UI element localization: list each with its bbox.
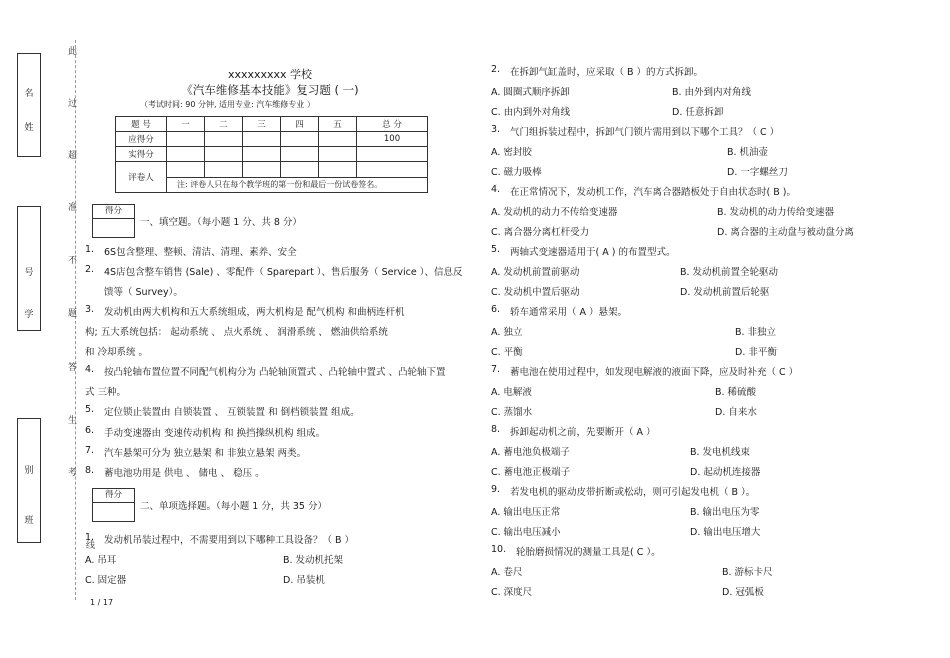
fill-num: 8. bbox=[85, 465, 95, 476]
table-header: 三 bbox=[243, 117, 281, 132]
mc-option: B. 发动机前置全轮驱动 bbox=[680, 267, 779, 278]
mc-num: 4. bbox=[491, 184, 501, 195]
mc-question: 气门组拆装过程中，拆卸气门锁片需用到以下哪个工具？（ C ） bbox=[510, 127, 780, 138]
exam-title: 《汽车维修基本技能》复习题 ( 一) bbox=[181, 83, 359, 97]
mc-option: C. 蒸馏水 bbox=[491, 407, 533, 418]
mc-question: 轿车通常采用（ A ）悬架。 bbox=[510, 307, 628, 318]
row-label: 实得分 bbox=[116, 147, 167, 162]
mc-option: D. 起动机连接器 bbox=[690, 467, 761, 478]
student-id-box bbox=[17, 206, 41, 331]
mc-option: A. 圆圈式顺序拆卸 bbox=[491, 87, 570, 98]
mc-option: A. 输出电压正常 bbox=[491, 507, 561, 518]
score-table bbox=[115, 116, 428, 193]
mc-option: A. 发动机的动力不传给变速器 bbox=[491, 207, 618, 218]
table-cell bbox=[319, 162, 357, 178]
fill-item: 定位锁止装置由 自锁装置 、 互锁装置 和 倒档锁装置 组成。 bbox=[104, 407, 360, 418]
table-cell bbox=[357, 147, 428, 162]
name-label-1: 名 bbox=[24, 89, 34, 99]
mc-option: B. 输出电压为零 bbox=[690, 507, 760, 518]
fill-item: 手动变速器由 变速传动机构 和 换挡操纵机构 组成。 bbox=[104, 428, 326, 439]
mc-num: 2. bbox=[491, 64, 501, 75]
mc-num: 8. bbox=[491, 424, 501, 435]
mc-option: B. 游标卡尺 bbox=[722, 567, 773, 578]
class-label-2: 班 bbox=[24, 516, 34, 526]
mc-option: A. 吊耳 bbox=[85, 555, 117, 566]
mc-num: 5. bbox=[491, 244, 501, 255]
mc-option: D. 发动机前置后轮驱 bbox=[680, 287, 770, 298]
table-header: 五 bbox=[319, 117, 357, 132]
seal-char: 不 bbox=[68, 256, 78, 266]
seal-char: 答 bbox=[68, 363, 78, 373]
mc-option: B. 由外到内对角线 bbox=[672, 87, 752, 98]
row-label: 应得分 bbox=[116, 132, 167, 147]
seal-char: 此 bbox=[68, 47, 78, 57]
fill-item: 6S包含整理、整顿、清洁、清理、素养、安全 bbox=[104, 247, 297, 258]
section1-title: 一、填空题。（每小题 1 分、共 8 分） bbox=[140, 217, 302, 228]
mc-question: 在正常情况下，发动机工作，汽车离合器踏板处于自由状态时( B )。 bbox=[510, 187, 796, 198]
id-label-1: 号 bbox=[24, 268, 34, 278]
school-name: xxxxxxxxx 学校 bbox=[227, 68, 313, 81]
fill-item: 式 三种。 bbox=[85, 387, 127, 398]
mc-option: C. 固定器 bbox=[85, 575, 127, 586]
mc-question: 发动机吊装过程中，不需要用到以下哪种工具设备？（ B ） bbox=[104, 535, 355, 546]
table-cell bbox=[243, 162, 281, 178]
table-header: 四 bbox=[281, 117, 319, 132]
table-cell bbox=[167, 132, 205, 147]
table-header: 题 号 bbox=[116, 117, 167, 132]
seal-char: 题 bbox=[68, 309, 78, 319]
mc-option: B. 发动机托架 bbox=[283, 555, 344, 566]
mc-question: 轮胎磨损情况的测量工具是( C ）。 bbox=[516, 547, 661, 558]
seal-char: 过 bbox=[68, 99, 78, 109]
fill-item: 发动机由两大机构和五大系统组成，两大机构是 配气机构 和曲柄连杆机 bbox=[104, 307, 405, 318]
fill-item: 构; 五大系统包括： 起动系统 、 点火系统 、 润滑系统 、 燃油供给系统 bbox=[85, 327, 388, 338]
table-cell bbox=[205, 132, 243, 147]
table-row bbox=[116, 162, 428, 178]
table-cell: 100 bbox=[357, 132, 428, 147]
name-box bbox=[17, 53, 41, 157]
table-cell bbox=[319, 147, 357, 162]
table-cell bbox=[243, 147, 281, 162]
fill-num: 6. bbox=[85, 425, 95, 436]
seal-char: 线 bbox=[86, 541, 96, 551]
mc-question: 两轴式变速器适用于( A ) 的布置型式。 bbox=[510, 247, 676, 258]
mc-num: 10. bbox=[491, 544, 507, 555]
mc-option: D. 冠弧板 bbox=[722, 587, 764, 598]
mc-question: 在拆卸气缸盖时，应采取（ B ）的方式拆卸。 bbox=[510, 67, 704, 78]
section2-grade-box bbox=[92, 488, 135, 522]
table-cell bbox=[281, 147, 319, 162]
id-label-2: 学 bbox=[24, 310, 34, 320]
table-cell bbox=[281, 132, 319, 147]
mc-question: 若发电机的驱动皮带折断或松动，则可引起发电机（ B ）。 bbox=[510, 487, 756, 498]
fill-item: 按凸轮轴布置位置不同配气机构分为 凸轮轴顶置式 、凸轮轴中置式 、凸轮轴下置 bbox=[104, 367, 446, 378]
mc-option: C. 由内到外对角线 bbox=[491, 107, 571, 118]
score-table-header-row bbox=[116, 117, 428, 132]
fill-num: 1. bbox=[85, 244, 95, 255]
fill-item: 汽车悬架可分为 独立悬架 和 非独立悬架 两类。 bbox=[104, 448, 307, 459]
grader-note: 注: 评卷人只在每个教学班的第一份和最后一份试卷签名。 bbox=[167, 177, 428, 193]
mc-option: A. 独立 bbox=[491, 327, 523, 338]
mc-option: D. 吊装机 bbox=[283, 575, 325, 586]
mc-num: 9. bbox=[491, 484, 501, 495]
fill-num: 7. bbox=[85, 445, 95, 456]
fill-item: 馈等（ Survey）。 bbox=[104, 287, 183, 298]
mc-option: A. 电解液 bbox=[491, 387, 532, 398]
fill-num: 5. bbox=[85, 404, 95, 415]
mc-option: C. 磁力吸棒 bbox=[491, 167, 542, 178]
seal-line bbox=[75, 40, 76, 600]
table-row bbox=[116, 147, 428, 162]
mc-option: D. 自来水 bbox=[715, 407, 757, 418]
mc-option: C. 蓄电池正极端子 bbox=[491, 467, 571, 478]
mc-option: B. 发动机的动力传给变速器 bbox=[717, 207, 835, 218]
row-label: 评卷人 bbox=[116, 162, 167, 193]
fill-num: 2. bbox=[85, 264, 95, 275]
exam-info: （考试时间: 90 分钟, 适用专业: 汽车维修专业 ） bbox=[140, 100, 315, 109]
mc-option: A. 蓄电池负极端子 bbox=[491, 447, 570, 458]
fill-num: 3. bbox=[85, 304, 95, 315]
mc-option: C. 输出电压减小 bbox=[491, 527, 561, 538]
table-row bbox=[116, 132, 428, 147]
mc-option: B. 发电机线束 bbox=[690, 447, 751, 458]
mc-question: 蓄电池在使用过程中，如发现电解液的液面下降，应及时补充（ C ） bbox=[510, 367, 799, 378]
table-header: 一 bbox=[167, 117, 205, 132]
fill-item: 4S店包含整车销售 (Sale) 、零配件（ Sparepart ）、售后服务（ Service ）、信息反 bbox=[104, 267, 463, 278]
mc-num: 7. bbox=[491, 364, 501, 375]
seal-char: 准 bbox=[68, 203, 78, 213]
mc-num: 6. bbox=[491, 304, 501, 315]
mc-option: B. 非独立 bbox=[735, 327, 777, 338]
section1-grade-box bbox=[92, 204, 135, 238]
seal-char: 超 bbox=[68, 151, 78, 161]
grade-label: 得分 bbox=[93, 205, 134, 219]
table-cell bbox=[167, 147, 205, 162]
mc-option: D. 一字螺丝刀 bbox=[727, 167, 788, 178]
table-cell bbox=[243, 132, 281, 147]
mc-option: B. 机油壶 bbox=[727, 147, 769, 158]
mc-option: C. 深度尺 bbox=[491, 587, 533, 598]
fill-num: 4. bbox=[85, 364, 95, 375]
mc-option: D. 任意拆卸 bbox=[672, 107, 724, 118]
mc-option: A. 密封胶 bbox=[491, 147, 532, 158]
mc-option: C. 离合器分离杠杆受力 bbox=[491, 227, 590, 238]
table-cell bbox=[319, 132, 357, 147]
table-header: 总 分 bbox=[357, 117, 428, 132]
mc-option: D. 离合器的主动盘与被动盘分离 bbox=[717, 227, 854, 238]
mc-option: A. 卷尺 bbox=[491, 567, 523, 578]
mc-option: A. 发动机前置前驱动 bbox=[491, 267, 580, 278]
fill-item: 蓄电池功用是 供电 、 储电 、 稳压 。 bbox=[104, 468, 265, 479]
mc-num: 3. bbox=[491, 124, 501, 135]
mc-option: D. 输出电压增大 bbox=[690, 527, 761, 538]
fill-item: 和 冷却系统 。 bbox=[85, 347, 149, 358]
mc-num: 1. bbox=[85, 532, 95, 543]
table-cell bbox=[281, 162, 319, 178]
grade-label: 得分 bbox=[93, 489, 134, 503]
table-cell bbox=[167, 162, 205, 178]
class-box bbox=[17, 418, 41, 543]
mc-question: 拆卸起动机之前，先要断开（ A ） bbox=[510, 427, 656, 438]
seal-char: 考 bbox=[68, 468, 78, 478]
mc-option: D. 非平衡 bbox=[735, 347, 777, 358]
section2-title: 二、单项选择题。（每小题 1 分，共 35 分） bbox=[140, 501, 327, 512]
table-cell bbox=[205, 147, 243, 162]
mc-option: C. 平衡 bbox=[491, 347, 523, 358]
mc-option: C. 发动机中置后驱动 bbox=[491, 287, 580, 298]
class-label-1: 别 bbox=[24, 466, 34, 476]
table-cell bbox=[205, 162, 243, 178]
mc-option: B. 稀硫酸 bbox=[715, 387, 757, 398]
seal-char: 生 bbox=[68, 416, 78, 426]
table-cell bbox=[357, 162, 428, 178]
page-number: 1 / 17 bbox=[90, 598, 114, 607]
name-label-2: 姓 bbox=[24, 123, 34, 133]
table-header: 二 bbox=[205, 117, 243, 132]
